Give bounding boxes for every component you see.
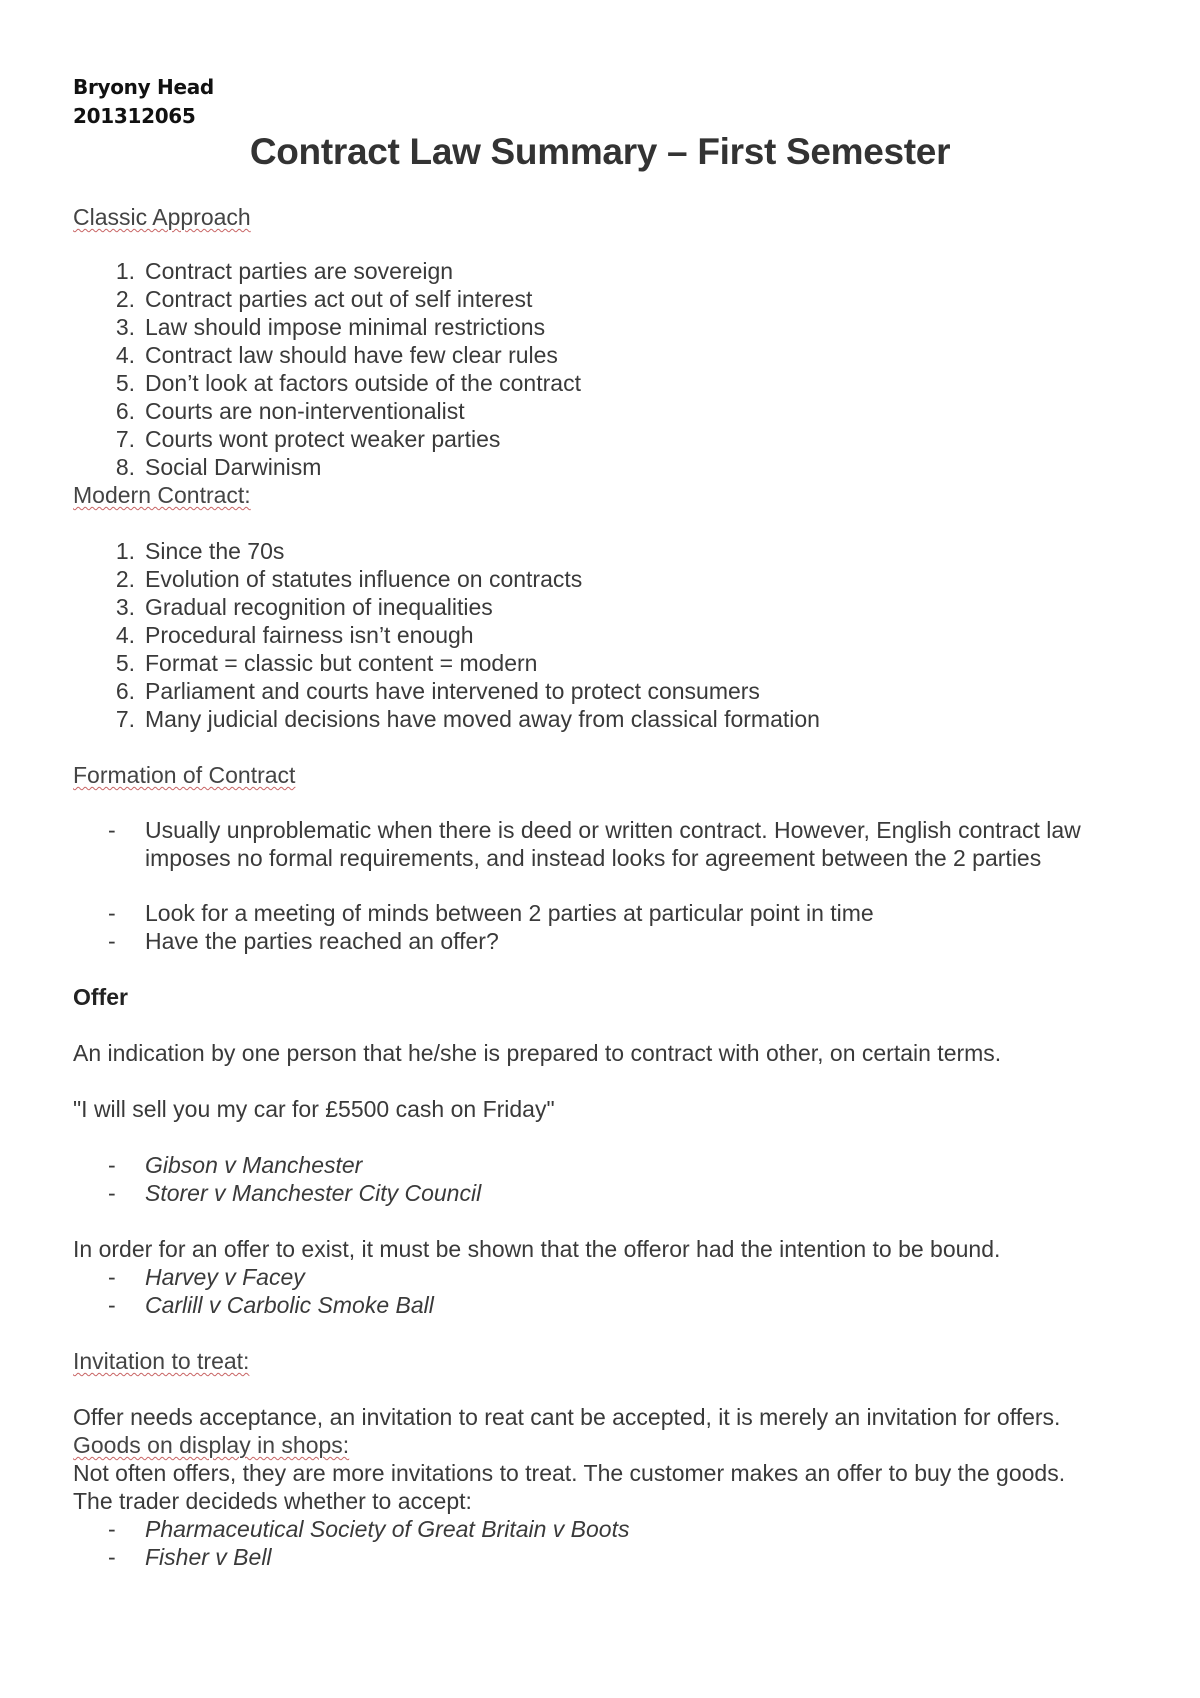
page-title: Contract Law Summary – First Semester bbox=[249, 131, 951, 172]
offer-example: "I will sell you my car for £5500 cash on Friday" bbox=[73, 1096, 555, 1122]
invitation-text-3: The trader decideds whether to accept: bbox=[73, 1488, 472, 1514]
student-id: 201312065 bbox=[73, 104, 196, 128]
classic-approach-heading: Classic Approach bbox=[73, 204, 251, 230]
list-item: 5. Format = classic but content = modern bbox=[115, 650, 538, 676]
list-item: 3. Law should impose minimal restrictions bbox=[115, 314, 546, 340]
list-item: 7. Many judicial decisions have moved away from classical formation bbox=[115, 706, 820, 732]
offer-definition: An indication by one person that he/she is prepared to contract with other, on certain terms. bbox=[73, 1040, 1002, 1066]
list-item: - Pharmaceutical Society of Great Britain v Boots bbox=[108, 1516, 630, 1542]
list-item: 7. Courts wont protect weaker parties bbox=[115, 426, 501, 452]
author-name: Bryony Head bbox=[73, 75, 214, 99]
formation-heading: Formation of Contract bbox=[73, 762, 296, 788]
list-item: - Storer v Manchester City Council bbox=[108, 1180, 482, 1206]
invitation-heading: Invitation to treat: bbox=[73, 1348, 250, 1374]
list-item: - Carlill v Carbolic Smoke Ball bbox=[108, 1292, 434, 1318]
list-item: 3. Gradual recognition of inequalities bbox=[115, 594, 493, 620]
list-item: 1. Since the 70s bbox=[115, 538, 285, 564]
invitation-text: Offer needs acceptance, an invitation to reat cant be accepted, it is merely an invitation for offers. bbox=[73, 1404, 1061, 1430]
list-item: - Look for a meeting of minds between 2 parties at particular point in time bbox=[108, 900, 874, 926]
offer-heading: Offer bbox=[73, 984, 128, 1010]
goods-on-display-heading: Goods on display in shops: bbox=[73, 1432, 350, 1458]
modern-contract-heading: Modern Contract: bbox=[73, 482, 251, 508]
list-item: - Fisher v Bell bbox=[108, 1544, 272, 1570]
list-item: 2. Contract parties act out of self interest bbox=[115, 286, 533, 312]
list-item: 2. Evolution of statutes influence on contracts bbox=[115, 566, 583, 592]
list-item: 4. Contract law should have few clear rules bbox=[115, 342, 558, 368]
list-item: 8. Social Darwinism bbox=[115, 454, 322, 480]
list-item: - Harvey v Facey bbox=[108, 1264, 305, 1290]
list-item: 6. Courts are non-interventionalist bbox=[115, 398, 465, 424]
list-item: - Usually unproblematic when there is deed or written contract. However, English contract law imposes no formal requirements, and instead looks for agreement between the 2 parties bbox=[108, 817, 1081, 871]
invitation-text-2: Not often offers, they are more invitations to treat. The customer makes an offer to buy the goods. bbox=[73, 1460, 1066, 1486]
list-item: 5. Don’t look at factors outside of the contract bbox=[115, 370, 581, 396]
list-item: - Gibson v Manchester bbox=[108, 1152, 363, 1178]
offer-intention: In order for an offer to exist, it must be shown that the offeror had the intention to be bound. bbox=[73, 1236, 1001, 1262]
list-item: 4. Procedural fairness isn’t enough bbox=[115, 622, 474, 648]
list-item: - Have the parties reached an offer? bbox=[108, 928, 499, 954]
list-item: 6. Parliament and courts have intervened to protect consumers bbox=[115, 678, 760, 704]
list-item: 1. Contract parties are sovereign bbox=[115, 258, 454, 284]
